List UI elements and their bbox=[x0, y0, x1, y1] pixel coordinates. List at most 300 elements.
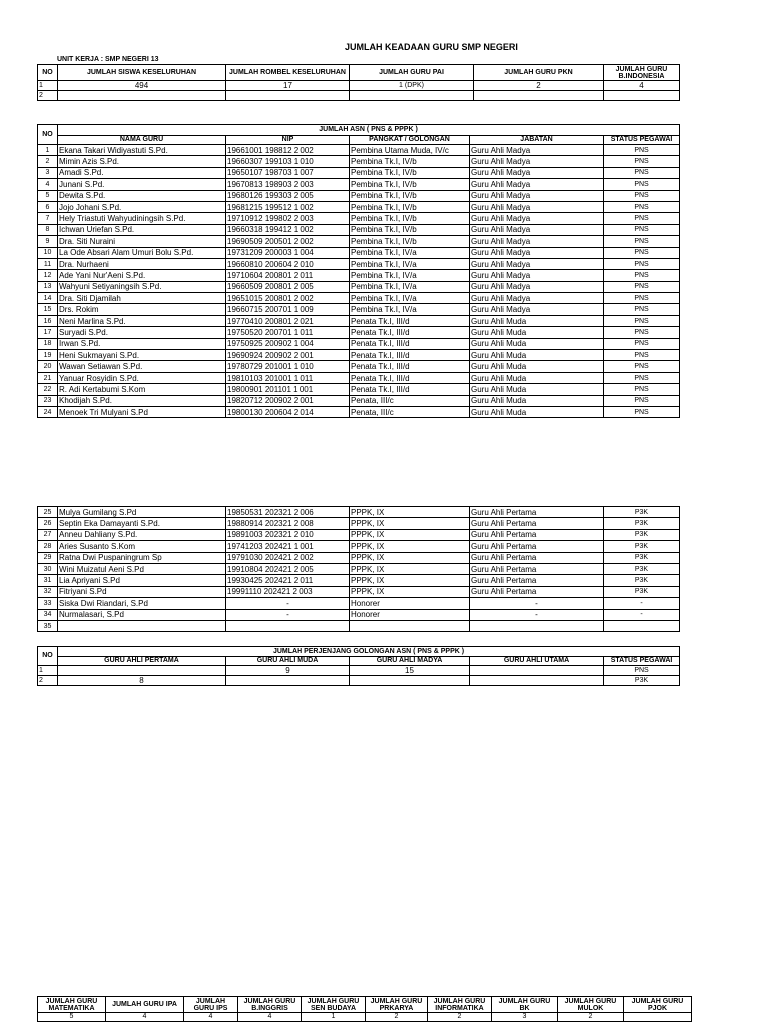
row-number: 24 bbox=[38, 406, 58, 417]
status-pegawai: PNS bbox=[604, 201, 680, 212]
jabatan: Guru Ahli Pertama bbox=[470, 552, 604, 563]
subject-count: 2 bbox=[558, 1013, 624, 1022]
status-pegawai: PNS bbox=[604, 327, 680, 338]
pangkat-golongan: Honorer bbox=[350, 609, 470, 620]
asn-header-nama: NAMA GURU bbox=[58, 136, 226, 145]
nip: - bbox=[226, 609, 350, 620]
jabatan: Guru Ahli Muda bbox=[470, 315, 604, 326]
jabatan: Guru Ahli Madya bbox=[470, 201, 604, 212]
jabatan: Guru Ahli Madya bbox=[470, 258, 604, 269]
subject-header: JUMLAH GURU IPA bbox=[106, 997, 184, 1013]
nama-guru: R. Adi Kertabumi S.Kom bbox=[58, 384, 226, 395]
jabatan: Guru Ahli Madya bbox=[470, 236, 604, 247]
status-pegawai: - bbox=[604, 609, 680, 620]
header-guru-pkn: JUMLAH GURU PKN bbox=[474, 65, 604, 81]
summary-cell bbox=[350, 91, 474, 101]
row-number: 21 bbox=[38, 372, 58, 383]
subject-count-table bbox=[37, 996, 692, 1022]
status-pegawai: PNS bbox=[604, 361, 680, 372]
jabatan: Guru Ahli Muda bbox=[470, 372, 604, 383]
summary-cell bbox=[226, 91, 350, 101]
jenjang-header-madya: GURU AHLI MADYA bbox=[350, 657, 470, 666]
status-pegawai: P3K bbox=[604, 575, 680, 586]
nip: 19660509 200801 2 005 bbox=[226, 281, 350, 292]
nip: 19681215 199512 1 002 bbox=[226, 201, 350, 212]
summary-cell bbox=[604, 91, 680, 101]
jenjang-header-pertama: GURU AHLI PERTAMA bbox=[58, 657, 226, 666]
row-number: 18 bbox=[38, 338, 58, 349]
nip: 19910804 202421 2 005 bbox=[226, 563, 350, 574]
row-number: 5 bbox=[38, 190, 58, 201]
pangkat-golongan: PPPK, IX bbox=[350, 529, 470, 540]
pangkat-golongan: PPPK, IX bbox=[350, 518, 470, 529]
status-pegawai: P3K bbox=[604, 552, 680, 563]
status-pegawai: PNS bbox=[604, 190, 680, 201]
unit-kerja-label: UNIT KERJA : SMP NEGERI 13 bbox=[57, 56, 159, 63]
pangkat-golongan: Penata Tk.I, III/d bbox=[350, 338, 470, 349]
pangkat-golongan: Pembina Tk.I, IV/b bbox=[350, 167, 470, 178]
table-row bbox=[38, 91, 680, 101]
nama-guru: Khodijah S.Pd. bbox=[58, 395, 226, 406]
pangkat-golongan: Pembina Tk.I, IV/b bbox=[350, 236, 470, 247]
nama-guru: Drs. Rokim bbox=[58, 304, 226, 315]
p3k-body bbox=[38, 507, 680, 632]
subject-count: 4 bbox=[238, 1013, 302, 1022]
jabatan: Guru Ahli Pertama bbox=[470, 575, 604, 586]
table-row bbox=[38, 327, 680, 338]
status-pegawai: PNS bbox=[604, 270, 680, 281]
table-row bbox=[38, 156, 680, 167]
nama-guru: Anneu Dahliany S.Pd. bbox=[58, 529, 226, 540]
nama-guru: Dra. Siti Djamilah bbox=[58, 293, 226, 304]
nip: 19690509 200501 2 002 bbox=[226, 236, 350, 247]
summary-cell: 494 bbox=[58, 81, 226, 91]
pangkat-golongan: PPPK, IX bbox=[350, 552, 470, 563]
row-number: 16 bbox=[38, 315, 58, 326]
nip: 19800130 200604 2 014 bbox=[226, 406, 350, 417]
jenjang-header-status: STATUS PEGAWAI bbox=[604, 657, 680, 666]
row-number: 26 bbox=[38, 518, 58, 529]
subject-count bbox=[624, 1013, 692, 1022]
nip: 19850531 202321 2 006 bbox=[226, 507, 350, 518]
nama-guru: La Ode Absari Alam Umuri Bolu S.Pd. bbox=[58, 247, 226, 258]
status-pegawai: PNS bbox=[604, 236, 680, 247]
pangkat-golongan: PPPK, IX bbox=[350, 575, 470, 586]
jabatan: Guru Ahli Madya bbox=[470, 293, 604, 304]
summary-cell bbox=[58, 91, 226, 101]
subject-header: JUMLAH GURU BK bbox=[492, 997, 558, 1013]
table-row bbox=[38, 372, 680, 383]
jabatan bbox=[470, 620, 604, 631]
nip: 19750520 200701 1 011 bbox=[226, 327, 350, 338]
jabatan: Guru Ahli Muda bbox=[470, 338, 604, 349]
nama-guru: Mimin Azis S.Pd. bbox=[58, 156, 226, 167]
status-pegawai: PNS bbox=[604, 350, 680, 361]
nip: 19660307 199103 1 010 bbox=[226, 156, 350, 167]
jabatan: Guru Ahli Muda bbox=[470, 350, 604, 361]
pangkat-golongan: Penata Tk.I, III/d bbox=[350, 350, 470, 361]
nama-guru: Siska Dwi Riandari, S.Pd bbox=[58, 598, 226, 609]
jabatan: Guru Ahli Muda bbox=[470, 384, 604, 395]
table-row bbox=[38, 507, 680, 518]
nama-guru: Junani S.Pd. bbox=[58, 179, 226, 190]
pangkat-golongan: Penata Tk.I, III/d bbox=[350, 384, 470, 395]
asn-header-pangkat: PANGKAT / GOLONGAN bbox=[350, 136, 470, 145]
table-row bbox=[38, 586, 680, 597]
status-pegawai: PNS bbox=[604, 293, 680, 304]
table-row bbox=[38, 145, 680, 156]
nama-guru: Ratna Dwi Puspaningrum Sp bbox=[58, 552, 226, 563]
jenjang-cell bbox=[226, 676, 350, 686]
nip: 19930425 202421 2 011 bbox=[226, 575, 350, 586]
status-pegawai: PNS bbox=[604, 384, 680, 395]
pangkat-golongan: Penata Tk.I, III/d bbox=[350, 327, 470, 338]
subject-count: 1 bbox=[302, 1013, 366, 1022]
nama-guru: Wini Muizatul Aeni S.Pd bbox=[58, 563, 226, 574]
pangkat-golongan: Honorer bbox=[350, 598, 470, 609]
header-jumlah-siswa: JUMLAH SISWA KESELURUHAN bbox=[58, 65, 226, 81]
status-pegawai: PNS bbox=[604, 167, 680, 178]
jabatan: Guru Ahli Pertama bbox=[470, 541, 604, 552]
pangkat-golongan: Pembina Tk.I, IV/b bbox=[350, 213, 470, 224]
status-pegawai bbox=[604, 620, 680, 631]
jenjang-cell bbox=[58, 666, 226, 676]
nama-guru: Dra. Siti Nuraini bbox=[58, 236, 226, 247]
row-number: 15 bbox=[38, 304, 58, 315]
row-number: 34 bbox=[38, 609, 58, 620]
nip: 19991110 202421 2 003 bbox=[226, 586, 350, 597]
summary-cell bbox=[474, 91, 604, 101]
pangkat-golongan: PPPK, IX bbox=[350, 586, 470, 597]
table-row bbox=[38, 338, 680, 349]
subject-header: JUMLAH GURU IPS bbox=[184, 997, 238, 1013]
nama-guru: Amadi S.Pd. bbox=[58, 167, 226, 178]
status-pegawai: P3K bbox=[604, 563, 680, 574]
nip: 19661001 198812 2 002 bbox=[226, 145, 350, 156]
pangkat-golongan bbox=[350, 620, 470, 631]
status-pegawai: - bbox=[604, 598, 680, 609]
pangkat-golongan: Penata Tk.I, III/d bbox=[350, 372, 470, 383]
jabatan: Guru Ahli Madya bbox=[470, 145, 604, 156]
status-pegawai: P3K bbox=[604, 586, 680, 597]
nama-guru: Menoek Tri Mulyani S.Pd bbox=[58, 406, 226, 417]
status-pegawai: PNS bbox=[604, 338, 680, 349]
status-pegawai: PNS bbox=[604, 281, 680, 292]
nip: 19731209 200003 1 004 bbox=[226, 247, 350, 258]
row-number: 9 bbox=[38, 236, 58, 247]
nip: 19750925 200902 1 004 bbox=[226, 338, 350, 349]
summary-cell: 1 bbox=[38, 81, 58, 91]
nama-guru: Neni Marlina S.Pd. bbox=[58, 315, 226, 326]
pangkat-golongan: Penata, III/c bbox=[350, 395, 470, 406]
subject-count: 4 bbox=[184, 1013, 238, 1022]
row-number: 30 bbox=[38, 563, 58, 574]
status-pegawai: P3K bbox=[604, 507, 680, 518]
table-row bbox=[38, 406, 680, 417]
asn-header-nip: NIP bbox=[226, 136, 350, 145]
status-pegawai: PNS bbox=[604, 224, 680, 235]
status-pegawai: PNS bbox=[604, 156, 680, 167]
row-number: 20 bbox=[38, 361, 58, 372]
page-title: JUMLAH KEADAAN GURU SMP NEGERI bbox=[345, 42, 518, 52]
table-row bbox=[38, 179, 680, 190]
row-number: 29 bbox=[38, 552, 58, 563]
jenjang-cell: 9 bbox=[226, 666, 350, 676]
status-pegawai: P3K bbox=[604, 541, 680, 552]
row-number: 35 bbox=[38, 620, 58, 631]
table-row bbox=[38, 552, 680, 563]
nip: 19650107 198703 1 007 bbox=[226, 167, 350, 178]
nip: 19710912 199802 2 003 bbox=[226, 213, 350, 224]
row-number: 14 bbox=[38, 293, 58, 304]
row-number: 2 bbox=[38, 156, 58, 167]
jenjang-group-header: JUMLAH PERJENJANG GOLONGAN ASN ( PNS & PPPK ) bbox=[58, 647, 680, 657]
pangkat-golongan: Pembina Tk.I, IV/a bbox=[350, 247, 470, 258]
subject-count: 2 bbox=[428, 1013, 492, 1022]
row-number: 13 bbox=[38, 281, 58, 292]
jabatan: Guru Ahli Muda bbox=[470, 361, 604, 372]
asn-group-header: JUMLAH ASN ( PNS & PPPK ) bbox=[58, 125, 680, 136]
table-row bbox=[38, 213, 680, 224]
jenjang-header-muda: GURU AHLI MUDA bbox=[226, 657, 350, 666]
nip: 19670813 198903 2 003 bbox=[226, 179, 350, 190]
subject-header: JUMLAH GURU SEN BUDAYA bbox=[302, 997, 366, 1013]
header-guru-pai: JUMLAH GURU PAI bbox=[350, 65, 474, 81]
table-row bbox=[38, 609, 680, 620]
nip: 19710604 200801 2 011 bbox=[226, 270, 350, 281]
table-row bbox=[38, 395, 680, 406]
status-pegawai: PNS bbox=[604, 247, 680, 258]
table-row bbox=[38, 541, 680, 552]
table-row bbox=[38, 598, 680, 609]
pangkat-golongan: Penata, III/c bbox=[350, 406, 470, 417]
asn-header-status: STATUS PEGAWAI bbox=[604, 136, 680, 145]
table-row bbox=[38, 190, 680, 201]
status-pegawai: PNS bbox=[604, 315, 680, 326]
subject-header: JUMLAH GURU PRKARYA bbox=[366, 997, 428, 1013]
subject-header: JUMLAH GURU B.INGGRIS bbox=[238, 997, 302, 1013]
table-row bbox=[38, 281, 680, 292]
pangkat-golongan: Pembina Tk.I, IV/a bbox=[350, 293, 470, 304]
nip: 19880914 202321 2 008 bbox=[226, 518, 350, 529]
nama-guru: Yanuar Rosyidin S.Pd. bbox=[58, 372, 226, 383]
nip: 19891003 202321 2 010 bbox=[226, 529, 350, 540]
subject-count: 2 bbox=[366, 1013, 428, 1022]
row-number: 22 bbox=[38, 384, 58, 395]
jenjang-cell: 15 bbox=[350, 666, 470, 676]
nama-guru: Suryadi S.Pd. bbox=[58, 327, 226, 338]
table-row bbox=[38, 575, 680, 586]
pangkat-golongan: Pembina Tk.I, IV/a bbox=[350, 281, 470, 292]
table-row bbox=[38, 293, 680, 304]
jabatan: Guru Ahli Madya bbox=[470, 247, 604, 258]
asn-table bbox=[37, 124, 680, 418]
nama-guru: Hely Triastuti Wahyudiningsih S.Pd. bbox=[58, 213, 226, 224]
subject-header: JUMLAH GURU MATEMATIKA bbox=[38, 997, 106, 1013]
table-row bbox=[38, 518, 680, 529]
p3k-table bbox=[37, 506, 680, 632]
nip: - bbox=[226, 598, 350, 609]
table-row bbox=[38, 676, 680, 686]
status-pegawai: PNS bbox=[604, 179, 680, 190]
row-number: 8 bbox=[38, 224, 58, 235]
jenjang-body bbox=[38, 666, 680, 686]
jabatan: Guru Ahli Pertama bbox=[470, 586, 604, 597]
table-row bbox=[38, 201, 680, 212]
asn-header-jabatan: JABATAN bbox=[470, 136, 604, 145]
row-number: 27 bbox=[38, 529, 58, 540]
status-pegawai: P3K bbox=[604, 529, 680, 540]
jabatan: Guru Ahli Muda bbox=[470, 327, 604, 338]
row-number: 10 bbox=[38, 247, 58, 258]
asn-header-no: NO bbox=[38, 125, 58, 145]
subject-header: JUMLAH GURU MULOK bbox=[558, 997, 624, 1013]
jabatan: Guru Ahli Madya bbox=[470, 281, 604, 292]
nip: 19820712 200902 2 001 bbox=[226, 395, 350, 406]
status-pegawai: PNS bbox=[604, 406, 680, 417]
nama-guru: Heni Sukmayani S.Pd. bbox=[58, 350, 226, 361]
header-guru-bindonesia: JUMLAH GURU B.INDONESIA bbox=[604, 65, 680, 81]
nama-guru: Nurmalasari, S.Pd bbox=[58, 609, 226, 620]
subject-count: 4 bbox=[106, 1013, 184, 1022]
row-number: 7 bbox=[38, 213, 58, 224]
jabatan: Guru Ahli Madya bbox=[470, 190, 604, 201]
status-pegawai: P3K bbox=[604, 518, 680, 529]
jabatan: - bbox=[470, 609, 604, 620]
table-row bbox=[38, 361, 680, 372]
nama-guru: Irwan S.Pd. bbox=[58, 338, 226, 349]
nip: 19800901 201101 1 001 bbox=[226, 384, 350, 395]
pangkat-golongan: Pembina Utama Muda, IV/c bbox=[350, 145, 470, 156]
summary-body bbox=[38, 81, 680, 101]
jabatan: Guru Ahli Madya bbox=[470, 224, 604, 235]
row-number: 31 bbox=[38, 575, 58, 586]
table-row bbox=[38, 563, 680, 574]
pangkat-golongan: Pembina Tk.I, IV/a bbox=[350, 270, 470, 281]
jabatan: Guru Ahli Madya bbox=[470, 167, 604, 178]
row-number: 12 bbox=[38, 270, 58, 281]
nip: 19690924 200902 2 001 bbox=[226, 350, 350, 361]
table-row bbox=[38, 304, 680, 315]
jenjang-table bbox=[37, 646, 680, 686]
jabatan: Guru Ahli Madya bbox=[470, 213, 604, 224]
nip: 19741203 202421 1 001 bbox=[226, 541, 350, 552]
jabatan: Guru Ahli Madya bbox=[470, 304, 604, 315]
table-row bbox=[38, 258, 680, 269]
nama-guru: Ichwan Uriefan S.Pd. bbox=[58, 224, 226, 235]
row-number: 11 bbox=[38, 258, 58, 269]
pangkat-golongan: Pembina Tk.I, IV/b bbox=[350, 156, 470, 167]
nip: 19770410 200801 2 021 bbox=[226, 315, 350, 326]
summary-cell: 17 bbox=[226, 81, 350, 91]
nip: 19780729 201001 1 010 bbox=[226, 361, 350, 372]
pangkat-golongan: Pembina Tk.I, IV/b bbox=[350, 201, 470, 212]
nama-guru: Aries Susanto S.Kom bbox=[58, 541, 226, 552]
table-row bbox=[38, 620, 680, 631]
row-number: 6 bbox=[38, 201, 58, 212]
summary-cell: 2 bbox=[38, 91, 58, 101]
jenjang-cell bbox=[470, 666, 604, 676]
header-jumlah-rombel: JUMLAH ROMBEL KESELURUHAN bbox=[226, 65, 350, 81]
asn-body bbox=[38, 145, 680, 418]
table-row bbox=[38, 384, 680, 395]
jenjang-header-utama: GURU AHLI UTAMA bbox=[470, 657, 604, 666]
table-row bbox=[38, 81, 680, 91]
table-row bbox=[38, 224, 680, 235]
nama-guru bbox=[58, 620, 226, 631]
jabatan: Guru Ahli Pertama bbox=[470, 563, 604, 574]
jabatan: Guru Ahli Madya bbox=[470, 270, 604, 281]
row-number: 1 bbox=[38, 145, 58, 156]
subject-count: 3 bbox=[492, 1013, 558, 1022]
nama-guru: Jojo Johani S.Pd. bbox=[58, 201, 226, 212]
subject-count: 5 bbox=[38, 1013, 106, 1022]
summary-cell: 2 bbox=[474, 81, 604, 91]
nama-guru: Wawan Setiawan S.Pd. bbox=[58, 361, 226, 372]
table-row bbox=[38, 315, 680, 326]
table-row bbox=[38, 666, 680, 676]
jenjang-cell: 2 bbox=[38, 676, 58, 686]
status-pegawai: PNS bbox=[604, 304, 680, 315]
summary-table bbox=[37, 64, 680, 101]
pangkat-golongan: PPPK, IX bbox=[350, 507, 470, 518]
status-pegawai: PNS bbox=[604, 395, 680, 406]
nama-guru: Wahyuni Setiyaningsih S.Pd. bbox=[58, 281, 226, 292]
nip: 19651015 200801 2 002 bbox=[226, 293, 350, 304]
nama-guru: Mulya Gumilang S.Pd bbox=[58, 507, 226, 518]
summary-cell: 1 (DPK) bbox=[350, 81, 474, 91]
row-number: 28 bbox=[38, 541, 58, 552]
jenjang-cell: P3K bbox=[604, 676, 680, 686]
nip: 19660715 200701 1 009 bbox=[226, 304, 350, 315]
nip: 19810103 201001 1 011 bbox=[226, 372, 350, 383]
table-row bbox=[38, 247, 680, 258]
jenjang-cell: PNS bbox=[604, 666, 680, 676]
pangkat-golongan: Pembina Tk.I, IV/a bbox=[350, 258, 470, 269]
row-number: 33 bbox=[38, 598, 58, 609]
header-no: NO bbox=[38, 65, 58, 81]
pangkat-golongan: Pembina Tk.I, IV/b bbox=[350, 179, 470, 190]
row-number: 23 bbox=[38, 395, 58, 406]
jabatan: Guru Ahli Pertama bbox=[470, 507, 604, 518]
table-row bbox=[38, 270, 680, 281]
nama-guru: Fitriyani S.Pd bbox=[58, 586, 226, 597]
table-row bbox=[38, 350, 680, 361]
row-number: 3 bbox=[38, 167, 58, 178]
jenjang-cell: 1 bbox=[38, 666, 58, 676]
nama-guru: Septin Eka Damayanti S.Pd. bbox=[58, 518, 226, 529]
nama-guru: Ekana Takari Widiyastuti S.Pd. bbox=[58, 145, 226, 156]
nama-guru: Lia Apriyani S.Pd bbox=[58, 575, 226, 586]
jabatan: Guru Ahli Pertama bbox=[470, 518, 604, 529]
nama-guru: Dewita S.Pd. bbox=[58, 190, 226, 201]
pangkat-golongan: PPPK, IX bbox=[350, 541, 470, 552]
status-pegawai: PNS bbox=[604, 372, 680, 383]
pangkat-golongan: Pembina Tk.I, IV/b bbox=[350, 190, 470, 201]
status-pegawai: PNS bbox=[604, 258, 680, 269]
jenjang-cell bbox=[350, 676, 470, 686]
pangkat-golongan: Pembina Tk.I, IV/b bbox=[350, 224, 470, 235]
pangkat-golongan: Penata Tk.I, III/d bbox=[350, 315, 470, 326]
subject-header: JUMLAH GURU PJOK bbox=[624, 997, 692, 1013]
row-number: 25 bbox=[38, 507, 58, 518]
pangkat-golongan: Pembina Tk.I, IV/a bbox=[350, 304, 470, 315]
table-row bbox=[38, 167, 680, 178]
nip: 19680126 199303 2 005 bbox=[226, 190, 350, 201]
nip: 19660318 199412 1 002 bbox=[226, 224, 350, 235]
nip: 19791030 202421 2 002 bbox=[226, 552, 350, 563]
pangkat-golongan: PPPK, IX bbox=[350, 563, 470, 574]
